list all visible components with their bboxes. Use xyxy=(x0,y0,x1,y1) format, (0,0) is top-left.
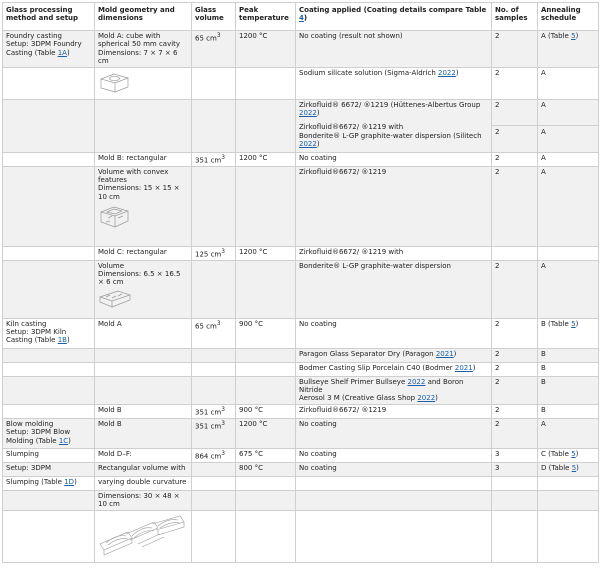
table-5-link[interactable]: 5 xyxy=(571,449,576,458)
coating-cell: No coating xyxy=(296,462,492,476)
samples-cell: 2 xyxy=(492,166,538,246)
header-temperature: Peak temperature xyxy=(236,3,296,31)
mold-cell: Mold B xyxy=(95,418,192,448)
method-cell xyxy=(3,152,95,166)
annealing-cell: B xyxy=(538,348,599,362)
method-cell xyxy=(3,99,95,152)
samples-cell xyxy=(492,246,538,260)
table-row xyxy=(3,448,599,462)
volume-cell xyxy=(192,476,236,490)
temperature-cell: 800 °C xyxy=(236,462,296,476)
mold-cell: Volume with convex features Dimensions: 15 × 15 × 10 cm xyxy=(95,166,192,246)
mold-cell: Mold A: cube with spherical 50 mm cavity Dimensions: 7 × 7 × 6 cm xyxy=(95,31,192,68)
coating-cell xyxy=(296,490,492,510)
method-cell xyxy=(3,166,95,246)
table-5-link[interactable]: 5 xyxy=(571,319,576,328)
table-row xyxy=(3,490,599,510)
glass-processing-table xyxy=(2,2,599,563)
method-cell xyxy=(3,348,95,362)
annealing-cell: C (Table 5) xyxy=(538,448,599,462)
annealing-cell xyxy=(538,510,599,562)
coating-cell: Bullseye Shelf Primer Bullseye 2022 and Boron Nitride Aerosol 3 M (Creative Glass Shop 2022) xyxy=(296,376,492,404)
sigma-aldrich-ref-link[interactable]: 2022 xyxy=(438,68,456,77)
table-1b-link[interactable]: 1B xyxy=(57,336,67,345)
annealing-cell: D (Table 5) xyxy=(538,462,599,476)
method-cell xyxy=(3,67,95,99)
mold-b-sketch-icon xyxy=(98,203,132,229)
creative-glass-shop-ref-link[interactable]: 2022 xyxy=(417,394,436,403)
mold-c-sketch-icon xyxy=(98,289,132,309)
annealing-cell: B xyxy=(538,404,599,418)
table-5-link[interactable]: 5 xyxy=(571,463,577,472)
table-row xyxy=(3,31,599,68)
temperature-cell: 900 °C xyxy=(236,318,296,348)
temperature-cell: 1200 °C xyxy=(236,152,296,166)
samples-cell xyxy=(492,476,538,490)
huttenes-albertus-ref-link[interactable]: 2022 xyxy=(299,109,317,118)
annealing-cell xyxy=(538,246,599,260)
table-row xyxy=(3,246,599,260)
header-annealing: Annealing schedule xyxy=(538,3,599,31)
table-row xyxy=(3,418,599,448)
volume-cell: 864 $cm^3$ xyxy=(192,448,236,462)
temperature-cell xyxy=(236,348,296,362)
annealing-cell: A xyxy=(538,166,599,246)
coating-cell: No coating xyxy=(296,418,492,448)
mold-cell xyxy=(95,510,192,562)
coating-cell: Zirkofluid®6672/ ®1219 xyxy=(296,404,492,418)
table-5-link[interactable]: 5 xyxy=(571,32,576,40)
temperature-cell xyxy=(236,67,296,99)
volume-cell xyxy=(192,67,236,99)
bullseye-ref-link[interactable]: 2022 xyxy=(407,377,426,386)
coating-cell: Zirkofluid®6672/ ®1219 xyxy=(296,166,492,246)
method-cell xyxy=(3,376,95,404)
temperature-cell: 1200 °C xyxy=(236,418,296,448)
volume-cell: 65 $cm^3$ xyxy=(192,31,236,68)
table-row xyxy=(3,362,599,376)
header-volume: Glass volume xyxy=(192,3,236,31)
temperature-cell xyxy=(236,510,296,562)
header-mold: Mold geometry and dimensions xyxy=(95,3,192,31)
coating-cell: No coating xyxy=(296,318,492,348)
temperature-cell xyxy=(236,260,296,318)
temperature-cell: 675 °C xyxy=(236,448,296,462)
mold-cell xyxy=(95,348,192,362)
temperature-cell xyxy=(236,476,296,490)
mold-cell xyxy=(95,362,192,376)
method-cell: Slumping xyxy=(3,448,95,462)
method-cell xyxy=(3,404,95,418)
samples-cell: 2 xyxy=(492,318,538,348)
table-row xyxy=(3,260,599,318)
volume-cell: 65 $cm^3$ xyxy=(192,318,236,348)
temperature-cell xyxy=(236,166,296,246)
volume-cell xyxy=(192,362,236,376)
coating-cell: Bodmer Casting Slip Porcelain C40 (Bodmer 2021) xyxy=(296,362,492,376)
coating-cell: No coating (result not shown) xyxy=(296,31,492,68)
volume-cell: 125 $cm^3$ xyxy=(192,246,236,260)
annealing-cell: A xyxy=(538,152,599,166)
mold-cell xyxy=(95,67,192,99)
method-cell: Setup: 3DPM xyxy=(3,462,95,476)
coating-cell: Paragon Glass Separator Dry (Paragon 2021) xyxy=(296,348,492,362)
annealing-cell: A A xyxy=(538,99,599,152)
header-samples: No. of samples xyxy=(492,3,538,31)
table-row xyxy=(3,67,599,99)
method-cell xyxy=(3,510,95,562)
samples-cell: 2 xyxy=(492,260,538,318)
coating-cell xyxy=(296,510,492,562)
coating-cell: Sodium silicate solution (Sigma-Aldrich 2022) xyxy=(296,67,492,99)
mold-cell: Rectangular volume with xyxy=(95,462,192,476)
temperature-cell: 1200 °C xyxy=(236,246,296,260)
annealing-cell: B (Table 5) xyxy=(538,318,599,348)
table-row xyxy=(3,510,599,562)
volume-cell xyxy=(192,376,236,404)
annealing-cell: A xyxy=(538,260,599,318)
method-cell: Kiln casting Setup: 3DPM Kiln Casting (Table 1B) xyxy=(3,318,95,348)
temperature-cell: 900 °C xyxy=(236,404,296,418)
mold-cell: Volume Dimensions: 6.5 × 16.5 × 6 cm xyxy=(95,260,192,318)
mold-cell: Mold A xyxy=(95,318,192,348)
samples-cell xyxy=(492,490,538,510)
volume-cell xyxy=(192,99,236,152)
samples-cell: 2 xyxy=(492,376,538,404)
samples-cell: 2 xyxy=(492,31,538,68)
method-cell: Slumping (Table 1D) xyxy=(3,476,95,490)
method-cell: Blow molding Setup: 3DPM Blow Molding (Table 1C) xyxy=(3,418,95,448)
mold-d-f-sketch-icon xyxy=(98,514,188,558)
annealing-cell: B xyxy=(538,376,599,404)
volume-cell xyxy=(192,490,236,510)
samples-cell: 2 xyxy=(492,418,538,448)
annealing-cell xyxy=(538,476,599,490)
annealing-cell: A xyxy=(538,67,599,99)
table-1a-link[interactable]: 1A xyxy=(57,48,67,57)
mold-cell: Mold C: rectangular xyxy=(95,246,192,260)
samples-cell: 2 2 xyxy=(492,99,538,152)
volume-cell: 351 $cm^3$ xyxy=(192,418,236,448)
header-row xyxy=(3,3,599,31)
paragon-ref-link[interactable]: 2021 xyxy=(435,349,454,358)
mold-a-sketch-icon xyxy=(98,71,132,93)
volume-cell xyxy=(192,260,236,318)
method-cell xyxy=(3,246,95,260)
temperature-cell xyxy=(236,99,296,152)
temperature-cell: 1200 °C xyxy=(236,31,296,68)
samples-cell: 2 xyxy=(492,404,538,418)
coating-cell xyxy=(296,476,492,490)
table-row xyxy=(3,318,599,348)
table-row xyxy=(3,476,599,490)
header-method: Glass processing method and setup xyxy=(3,3,95,31)
mold-cell: Mold B xyxy=(95,404,192,418)
volume-cell: 351 $cm^3$ xyxy=(192,152,236,166)
annealing-cell: A xyxy=(538,418,599,448)
mold-cell xyxy=(95,99,192,152)
table-row xyxy=(3,376,599,404)
samples-cell: 2 xyxy=(492,152,538,166)
samples-cell: 3 xyxy=(492,448,538,462)
method-cell xyxy=(3,260,95,318)
coating-cell: Bonderite® L-GP graphite-water dispersion xyxy=(296,260,492,318)
table-4-link[interactable]: 4 xyxy=(299,14,304,23)
volume-cell xyxy=(192,166,236,246)
bodmer-ref-link[interactable]: 2021 xyxy=(454,363,473,372)
table-1c-link[interactable]: 1C xyxy=(58,436,69,445)
volume-cell: 351 $cm^3$ xyxy=(192,404,236,418)
mold-cell: Mold B: rectangular xyxy=(95,152,192,166)
table-row xyxy=(3,152,599,166)
mold-cell xyxy=(95,376,192,404)
silitech-ref-link[interactable]: 2022 xyxy=(299,140,317,149)
samples-cell: 2 xyxy=(492,362,538,376)
table-row xyxy=(3,99,599,152)
coating-cell: Zirkofluid®6672/ ®1219 with xyxy=(296,246,492,260)
header-coating: Coating applied (Coating details compare Table 4) xyxy=(296,3,492,31)
method-cell xyxy=(3,362,95,376)
volume-cell xyxy=(192,348,236,362)
method-cell xyxy=(3,490,95,510)
coating-cell: Zirkofluid® 6672/ ®1219 (Hüttenes-Albertus Group 2022) Zirkofluid®6672/ ®1219 with Bonderite® L-GP graphite-water dispersion (Silitech 2022) xyxy=(296,99,492,152)
table-1d-link[interactable]: 1D xyxy=(64,477,75,486)
table-row xyxy=(3,166,599,246)
table-row xyxy=(3,348,599,362)
table-row xyxy=(3,404,599,418)
coating-cell: No coating xyxy=(296,448,492,462)
samples-cell: 3 xyxy=(492,462,538,476)
samples-cell: 2 xyxy=(492,67,538,99)
annealing-cell: B xyxy=(538,362,599,376)
temperature-cell xyxy=(236,376,296,404)
mold-cell: varying double curvature xyxy=(95,476,192,490)
mold-cell: Dimensions: 30 × 48 × 10 cm xyxy=(95,490,192,510)
table-row xyxy=(3,462,599,476)
method-cell: Foundry casting Setup: 3DPM Foundry Casting (Table 1A) xyxy=(3,31,95,68)
annealing-cell: A (Table 5) xyxy=(538,31,599,68)
temperature-cell xyxy=(236,362,296,376)
coating-cell: No coating xyxy=(296,152,492,166)
volume-cell xyxy=(192,510,236,562)
samples-cell: 2 xyxy=(492,348,538,362)
temperature-cell xyxy=(236,490,296,510)
samples-cell xyxy=(492,510,538,562)
annealing-cell xyxy=(538,490,599,510)
mold-cell: Mold D–F: xyxy=(95,448,192,462)
volume-cell xyxy=(192,462,236,476)
